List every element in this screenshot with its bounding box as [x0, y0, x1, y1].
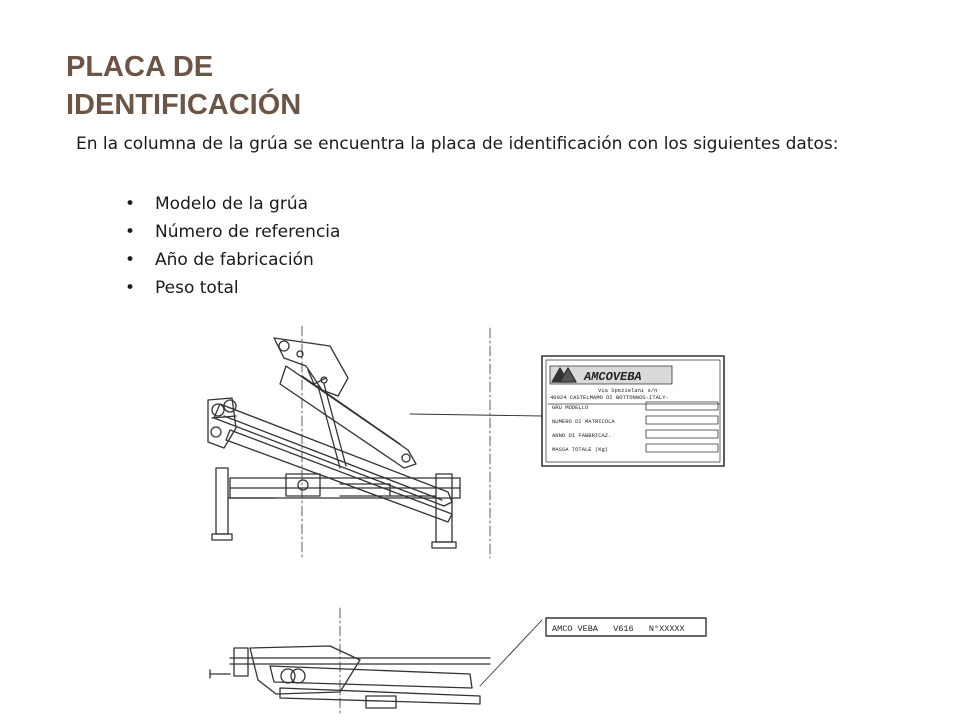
crane-technical-drawing — [190, 318, 750, 716]
plate-subtitle: Via Spezielani s/n — [598, 387, 658, 394]
crane-top-view — [210, 646, 490, 708]
plate-brand: AMCOVEBA — [584, 370, 642, 384]
plate-field-serial: NUMERO DI MATRICOLA — [552, 418, 615, 425]
list-item: • Modelo de la grúa — [125, 190, 340, 218]
data-list — [125, 190, 340, 302]
plate-field-model: GRU MODELLO — [552, 404, 589, 411]
list-item: • Número de referencia — [125, 218, 340, 246]
title-line-1: PLACA DE — [66, 51, 214, 83]
intro-text: En la columna de la grúa se encuentra la placa de identificación con los siguientes datos: — [76, 134, 839, 154]
plate-field-weight: MASSA TOTALE (Kg) — [552, 446, 609, 453]
plate-address: 40024 CASTELMAMO DI BOTTONNOS-ITALY- — [550, 394, 669, 401]
list-item: • Año de fabricación — [125, 246, 340, 274]
stamp-text: AMCO VEBA V616 N°XXXXX — [552, 624, 685, 634]
title-line-2: IDENTIFICACIÓN — [66, 89, 302, 121]
slide-title — [66, 48, 301, 124]
list-item: • Peso total — [125, 274, 340, 302]
plate-field-year: ANNO DI FABBRICAZ. — [552, 432, 612, 439]
crane-side-view — [208, 338, 460, 548]
